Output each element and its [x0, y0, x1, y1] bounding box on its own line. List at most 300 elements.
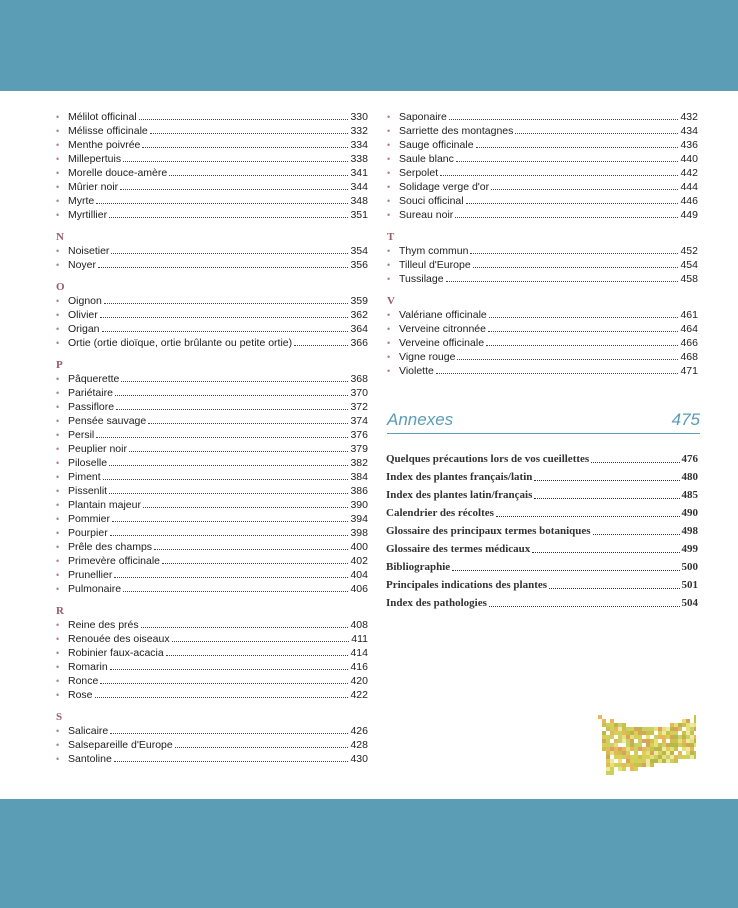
mosaic-cell	[650, 747, 654, 751]
annex-name: Index des plantes français/latin	[386, 471, 533, 483]
dot-leader	[98, 258, 348, 268]
index-entry	[56, 322, 368, 336]
entry-name: Peuplier noir	[68, 443, 127, 455]
index-entry	[56, 166, 368, 180]
mosaic-cell	[654, 727, 658, 731]
mosaic-cell	[630, 727, 634, 731]
mosaic-cell	[606, 735, 610, 739]
index-entry	[56, 428, 368, 442]
mosaic-cell	[694, 735, 696, 739]
mosaic-cell	[642, 751, 646, 755]
entry-page: 348	[350, 195, 368, 207]
entry-page: 359	[350, 295, 368, 307]
index-entry	[387, 322, 698, 336]
mosaic-cell	[602, 743, 606, 747]
index-entry	[387, 308, 698, 322]
entry-name: Mûrier noir	[68, 181, 119, 193]
entry-page: 362	[350, 309, 368, 321]
entry-name: Verveine citronnée	[399, 323, 486, 335]
mosaic-cell	[682, 747, 686, 751]
mosaic-cell	[634, 735, 638, 739]
mosaic-cell	[670, 727, 674, 731]
mosaic-cell	[634, 767, 638, 771]
mosaic-cell	[682, 739, 686, 743]
mosaic-cell	[670, 747, 674, 751]
mosaic-cell	[626, 751, 630, 755]
mosaic-cell	[678, 723, 682, 727]
entry-name: Mélisse officinale	[68, 125, 148, 137]
mosaic-cell	[610, 767, 614, 771]
index-entry	[56, 724, 368, 738]
index-entry	[56, 738, 368, 752]
mosaic-cell	[650, 743, 654, 747]
mosaic-cell	[634, 751, 638, 755]
mosaic-cell	[614, 763, 618, 767]
dot-leader	[515, 124, 678, 134]
entry-page: 404	[350, 569, 368, 581]
entry-name: Pâquerette	[68, 373, 120, 385]
mosaic-cell	[670, 723, 674, 727]
bullet-icon: •	[56, 126, 60, 136]
mosaic-cell	[602, 735, 606, 739]
bullet-icon: •	[387, 274, 391, 284]
dot-leader	[446, 272, 679, 282]
entry-name: Piloselle	[68, 457, 108, 469]
entry-name: Reine des prés	[68, 619, 139, 631]
annex-page: 501	[681, 579, 698, 591]
mosaic-cell	[690, 751, 694, 755]
entry-name: Prêle des champs	[68, 541, 153, 553]
index-entry	[387, 138, 698, 152]
annex-page: 498	[681, 525, 698, 537]
mosaic-cell	[666, 755, 670, 759]
entry-page: 432	[680, 111, 698, 123]
mosaic-cell	[606, 755, 610, 759]
dot-leader	[100, 674, 348, 684]
entry-name: Sauge officinale	[399, 139, 474, 151]
index-entry	[56, 152, 368, 166]
bullet-icon: •	[56, 634, 60, 644]
mosaic-cell	[622, 731, 626, 735]
mosaic-cell	[646, 763, 650, 767]
mosaic-cell	[638, 739, 642, 743]
index-group-v	[387, 308, 698, 378]
bullet-icon: •	[56, 260, 60, 270]
mosaic-cell	[622, 723, 626, 727]
dot-leader	[109, 208, 348, 218]
annexes-heading	[387, 410, 700, 434]
entry-page: 411	[351, 633, 368, 645]
mosaic-cell	[694, 751, 696, 755]
mosaic-cell	[614, 739, 618, 743]
mosaic-cell	[646, 743, 650, 747]
mosaic-cell	[638, 747, 642, 751]
mosaic-cell	[622, 763, 626, 767]
mosaic-cell	[670, 739, 674, 743]
entry-page: 458	[680, 273, 698, 285]
letter-heading-v: V	[387, 295, 395, 307]
dot-leader	[110, 724, 348, 734]
entry-name: Plantain majeur	[68, 499, 141, 511]
mosaic-cell	[618, 735, 622, 739]
annex-name: Bibliographie	[386, 561, 451, 573]
mosaic-cell	[686, 743, 690, 747]
entry-page: 332	[350, 125, 368, 137]
dot-leader	[440, 166, 678, 176]
entry-name: Salicaire	[68, 725, 109, 737]
dot-leader	[96, 428, 348, 438]
mosaic-cell	[654, 739, 658, 743]
mosaic-cell	[670, 755, 674, 759]
dot-leader	[109, 484, 348, 494]
mosaic-cell	[610, 771, 614, 775]
mosaic-cell	[674, 731, 678, 735]
dot-leader	[489, 308, 679, 318]
mosaic-cell	[690, 743, 694, 747]
entry-page: 390	[350, 499, 368, 511]
entry-name: Vigne rouge	[399, 351, 456, 363]
dot-leader	[109, 456, 348, 466]
bottom-color-band	[0, 799, 738, 908]
annexes-page: 475	[671, 410, 700, 429]
dot-leader	[103, 470, 349, 480]
mosaic-cell	[682, 755, 686, 759]
mosaic-cell	[634, 759, 638, 763]
mosaic-cell	[622, 747, 626, 751]
mosaic-cell	[674, 743, 678, 747]
mosaic-cell	[630, 763, 634, 767]
mosaic-cell	[658, 751, 662, 755]
bullet-icon: •	[387, 210, 391, 220]
index-entry	[387, 166, 698, 180]
mosaic-cell	[630, 759, 634, 763]
mosaic-cell	[610, 751, 614, 755]
entry-page: 384	[350, 471, 368, 483]
entry-page: 464	[680, 323, 698, 335]
mosaic-cell	[610, 723, 614, 727]
annex-page: 476	[681, 453, 698, 465]
index-entry	[56, 386, 368, 400]
mosaic-cell	[650, 755, 654, 759]
mosaic-cell	[626, 747, 630, 751]
mosaic-cell	[658, 755, 662, 759]
entry-name: Pensée sauvage	[68, 415, 147, 427]
mosaic-cell	[654, 735, 658, 739]
entry-name: Solidage verge d'or	[399, 181, 490, 193]
mosaic-cell	[602, 731, 606, 735]
entry-page: 386	[350, 485, 368, 497]
mosaic-cell	[626, 731, 630, 735]
entry-name: Tussilage	[399, 273, 444, 285]
index-entry	[56, 618, 368, 632]
entry-page: 452	[680, 245, 698, 257]
mosaic-cell	[646, 731, 650, 735]
entry-page: 372	[350, 401, 368, 413]
mosaic-cell	[682, 731, 686, 735]
mosaic-cell	[626, 759, 630, 763]
index-entry	[56, 194, 368, 208]
entry-name: Violette	[399, 365, 434, 377]
annex-entry	[386, 522, 698, 540]
entry-name: Tilleul d'Europe	[399, 259, 471, 271]
entry-page: 344	[350, 181, 368, 193]
dot-leader	[95, 688, 349, 698]
dot-leader	[466, 194, 679, 204]
mosaic-cell	[662, 739, 666, 743]
entry-name: Saule blanc	[399, 153, 454, 165]
index-entry	[56, 110, 368, 124]
mosaic-cell	[614, 731, 618, 735]
index-entry	[56, 484, 368, 498]
index-group-s-continued	[387, 110, 698, 222]
mosaic-cell	[642, 731, 646, 735]
entry-page: 444	[680, 181, 698, 193]
mosaic-cell	[606, 739, 610, 743]
mosaic-cell	[686, 735, 690, 739]
annex-name: Index des pathologies	[386, 597, 487, 609]
entry-page: 408	[350, 619, 368, 631]
mosaic-cell	[638, 731, 642, 735]
index-entry	[56, 498, 368, 512]
annex-page: 504	[681, 597, 698, 609]
mosaic-cell	[662, 751, 666, 755]
mosaic-cell	[634, 747, 638, 751]
mosaic-cell	[614, 755, 618, 759]
dot-leader	[141, 618, 349, 628]
entry-page: 370	[350, 387, 368, 399]
entry-name: Saponaire	[399, 111, 447, 123]
mosaic-cell	[666, 751, 670, 755]
entry-name: Serpolet	[399, 167, 439, 179]
mosaic-cell	[606, 747, 610, 751]
dot-leader	[488, 322, 678, 332]
index-group-n	[56, 244, 368, 272]
dot-leader	[115, 386, 349, 396]
mosaic-cell	[618, 731, 622, 735]
entry-name: Passiflore	[68, 401, 115, 413]
dot-leader	[143, 498, 349, 508]
bullet-icon: •	[387, 366, 391, 376]
mosaic-cell	[646, 759, 650, 763]
entry-name: Origan	[68, 323, 100, 335]
annex-entry	[386, 468, 698, 486]
index-entry	[56, 512, 368, 526]
index-entry	[56, 258, 368, 272]
mosaic-cell	[686, 751, 690, 755]
dot-leader	[172, 632, 350, 642]
entry-page: 368	[350, 373, 368, 385]
mosaic-cell	[670, 735, 674, 739]
mosaic-cell	[670, 743, 674, 747]
bullet-icon: •	[387, 168, 391, 178]
index-entry	[56, 568, 368, 582]
annex-entry	[386, 450, 698, 468]
mosaic-cell	[610, 731, 614, 735]
entry-name: Noisetier	[68, 245, 110, 257]
mosaic-cell	[642, 727, 646, 731]
dot-leader	[114, 752, 349, 762]
entry-page: 402	[350, 555, 368, 567]
entry-name: Myrte	[68, 195, 95, 207]
bullet-icon: •	[56, 556, 60, 566]
bullet-icon: •	[56, 620, 60, 630]
annexes-title: Annexes	[387, 410, 454, 429]
mosaic-cell	[602, 739, 606, 743]
index-column-right	[387, 110, 698, 378]
mosaic-cell	[666, 759, 670, 763]
mosaic-cell	[654, 743, 658, 747]
entry-page: 442	[680, 167, 698, 179]
mosaic-cell	[682, 723, 686, 727]
annex-name: Quelques précautions lors de vos cueillettes	[386, 453, 590, 465]
index-entry	[56, 180, 368, 194]
entry-name: Myrtillier	[68, 209, 108, 221]
letter-heading-s: S	[56, 711, 63, 723]
entry-page: 394	[350, 513, 368, 525]
mosaic-cell	[642, 747, 646, 751]
bullet-icon: •	[387, 126, 391, 136]
dot-leader	[104, 294, 349, 304]
annex-page: 485	[681, 489, 698, 501]
mosaic-cell	[618, 747, 622, 751]
bullet-icon: •	[56, 662, 60, 672]
bullet-icon: •	[56, 182, 60, 192]
entry-name: Menthe poivrée	[68, 139, 141, 151]
mosaic-cell	[642, 739, 646, 743]
entry-page: 422	[350, 689, 368, 701]
dot-leader	[549, 576, 679, 589]
mosaic-cell	[646, 755, 650, 759]
entry-page: 468	[680, 351, 698, 363]
mosaic-cell	[614, 723, 618, 727]
decorative-herb-illustration	[594, 703, 696, 781]
mosaic-cell	[686, 731, 690, 735]
mosaic-cell	[658, 759, 662, 763]
dot-leader	[139, 110, 349, 120]
index-group-m	[56, 110, 368, 222]
mosaic-cell	[638, 743, 642, 747]
mosaic-cell	[666, 731, 670, 735]
mosaic-cell	[610, 747, 614, 751]
mosaic-cell	[674, 755, 678, 759]
entry-page: 341	[350, 167, 368, 179]
index-entry	[56, 674, 368, 688]
mosaic-cell	[610, 763, 614, 767]
mosaic-cell	[658, 731, 662, 735]
bullet-icon: •	[387, 310, 391, 320]
mosaic-cell	[626, 763, 630, 767]
index-entry	[56, 336, 368, 350]
mosaic-cell	[690, 723, 694, 727]
mosaic-cell	[630, 767, 634, 771]
mosaic-cell	[686, 719, 690, 723]
index-column-left	[56, 110, 368, 766]
mosaic-cell	[618, 755, 622, 759]
mosaic-cell	[614, 747, 618, 751]
entry-page: 364	[350, 323, 368, 335]
mosaic-cell	[646, 739, 650, 743]
mosaic-cell	[622, 739, 626, 743]
mosaic-cell	[614, 727, 618, 731]
mosaic-cell	[622, 735, 626, 739]
mosaic-cell	[618, 727, 622, 731]
bullet-icon: •	[56, 296, 60, 306]
bullet-icon: •	[387, 140, 391, 150]
bullet-icon: •	[56, 458, 60, 468]
letter-heading-n: N	[56, 231, 64, 243]
index-entry	[56, 442, 368, 456]
index-entry	[56, 582, 368, 596]
bullet-icon: •	[56, 648, 60, 658]
index-entry	[56, 456, 368, 470]
index-entry	[56, 138, 368, 152]
mosaic-cell	[682, 719, 686, 723]
bullet-icon: •	[56, 112, 60, 122]
dot-leader	[116, 400, 348, 410]
dot-leader	[112, 512, 348, 522]
entry-name: Souci officinal	[399, 195, 464, 207]
mosaic-cell	[670, 759, 674, 763]
mosaic-cell	[658, 735, 662, 739]
bullet-icon: •	[56, 690, 60, 700]
mosaic-cell	[642, 759, 646, 763]
mosaic-cell	[670, 751, 674, 755]
entry-page: 430	[350, 753, 368, 765]
mosaic-cell	[646, 727, 650, 731]
mosaic-cell	[674, 747, 678, 751]
top-color-band	[0, 0, 738, 91]
mosaic-cell	[606, 763, 610, 767]
mosaic-cell	[694, 715, 696, 719]
bullet-icon: •	[56, 472, 60, 482]
index-entry	[56, 244, 368, 258]
mosaic-cell	[658, 747, 662, 751]
mosaic-cell	[638, 727, 642, 731]
bullet-icon: •	[56, 338, 60, 348]
index-entry	[387, 364, 698, 378]
mosaic-cell	[678, 755, 682, 759]
letter-heading-r: R	[56, 605, 64, 617]
bullet-icon: •	[56, 310, 60, 320]
mosaic-cell	[678, 739, 682, 743]
mosaic-cell	[694, 755, 696, 759]
mosaic-cell	[662, 743, 666, 747]
bullet-icon: •	[56, 486, 60, 496]
entry-page: 400	[350, 541, 368, 553]
dot-leader	[110, 526, 349, 536]
entry-name: Rose	[68, 689, 93, 701]
mosaic-cell	[658, 743, 662, 747]
entry-name: Ortie (ortie dioïque, ortie brûlante ou petite ortie)	[68, 337, 293, 349]
mosaic-cell	[654, 751, 658, 755]
bullet-icon: •	[387, 112, 391, 122]
entry-page: 420	[350, 675, 368, 687]
mosaic-cell	[690, 747, 694, 751]
mosaic-cell	[650, 759, 654, 763]
bullet-icon: •	[56, 430, 60, 440]
dot-leader	[532, 540, 679, 553]
mosaic-cell	[630, 731, 634, 735]
mosaic-cell	[634, 763, 638, 767]
index-entry	[387, 180, 698, 194]
entry-name: Ronce	[68, 675, 99, 687]
annex-page: 480	[681, 471, 698, 483]
mosaic-cell	[602, 747, 606, 751]
mosaic-cell	[662, 731, 666, 735]
annex-name: Glossaire des termes médicaux	[386, 543, 531, 555]
index-entry	[56, 308, 368, 322]
mosaic-cell	[682, 735, 686, 739]
